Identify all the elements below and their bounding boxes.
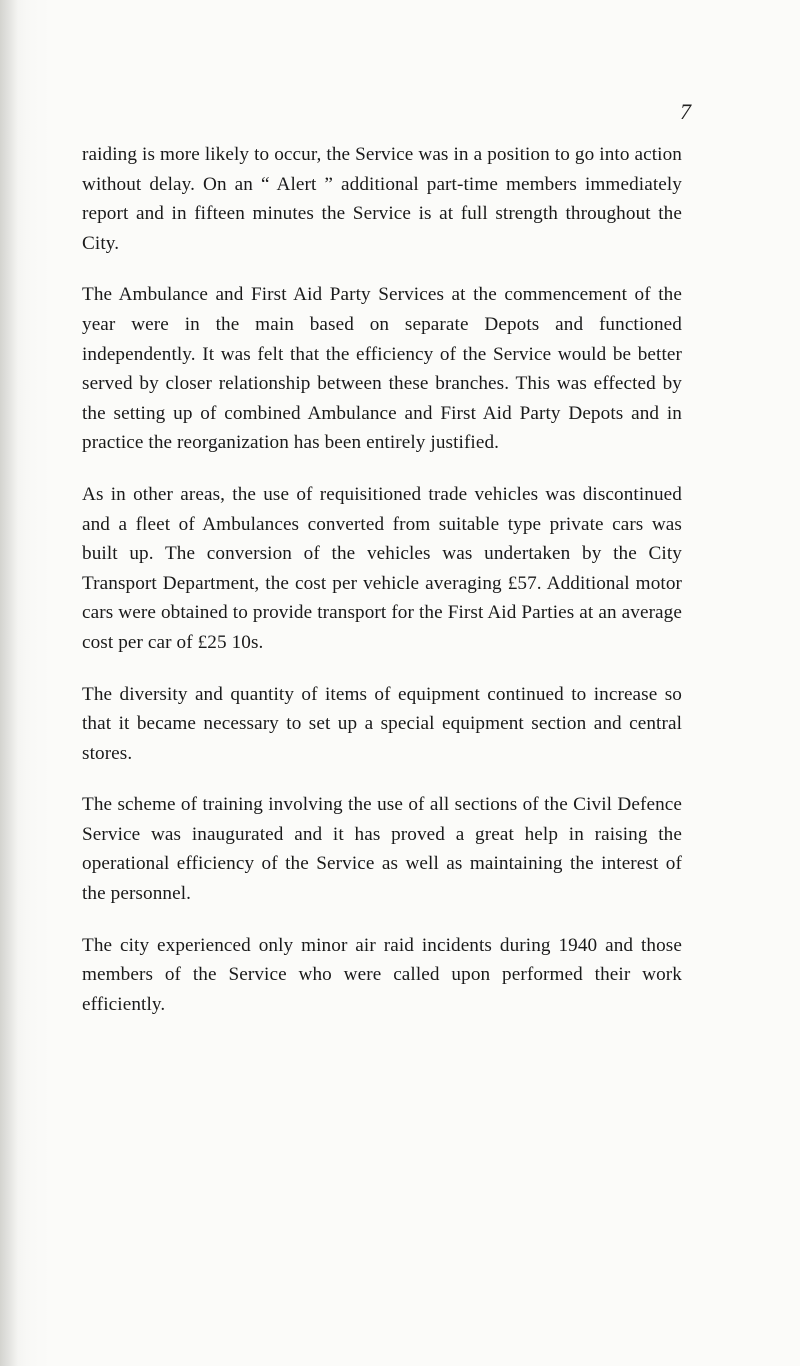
paragraph-6: The city experienced only minor air raid incidents during 1940 and those members of the Service who were called upon performed their work efficiently. [82,934,682,1015]
binding-shadow [0,0,18,1366]
paragraph-4: The diversity and quantity of items of equipment continued to increase so that it became necessary to set up a special equipment section and central stores. [82,683,682,764]
paragraph-3: As in other areas, the use of requisitioned trade vehicles was discontinued and a fleet of Ambulances converted from suitable type private cars was built up. The conversion of the vehicles was undertaken by the City Transport Department, the cost per vehicle averaging £57. Additional motor cars were obtained to provide transport for the First Aid Parties at an average cost per car of £25 10s. [82,483,682,653]
paragraph-5: The scheme of training involving the use of all sections of the Civil Defence Service was inaugurated and it has proved a great help in raising the operational efficiency of the Service as well as maintaining the interest of the personnel. [82,794,682,905]
page-number: 7 [680,99,691,124]
paragraph-1: raiding is more likely to occur, the Service was in a position to go into action without delay. On an “ Alert ” additional part-time members immediately report and in fifteen minutes the Service is at full strength throughout the City. [82,144,682,254]
body-text [82,140,682,1041]
paragraph-2: The Ambulance and First Aid Party Services at the commencement of the year were in the main based on separate Depots and functioned independently. It was felt that the efficiency of the Service would be better served by closer relationship between these branches. This was effected by the setting up of combined Ambulance and First Aid Party Depots and in practice the reorganization has been entirely justified. [82,284,682,454]
